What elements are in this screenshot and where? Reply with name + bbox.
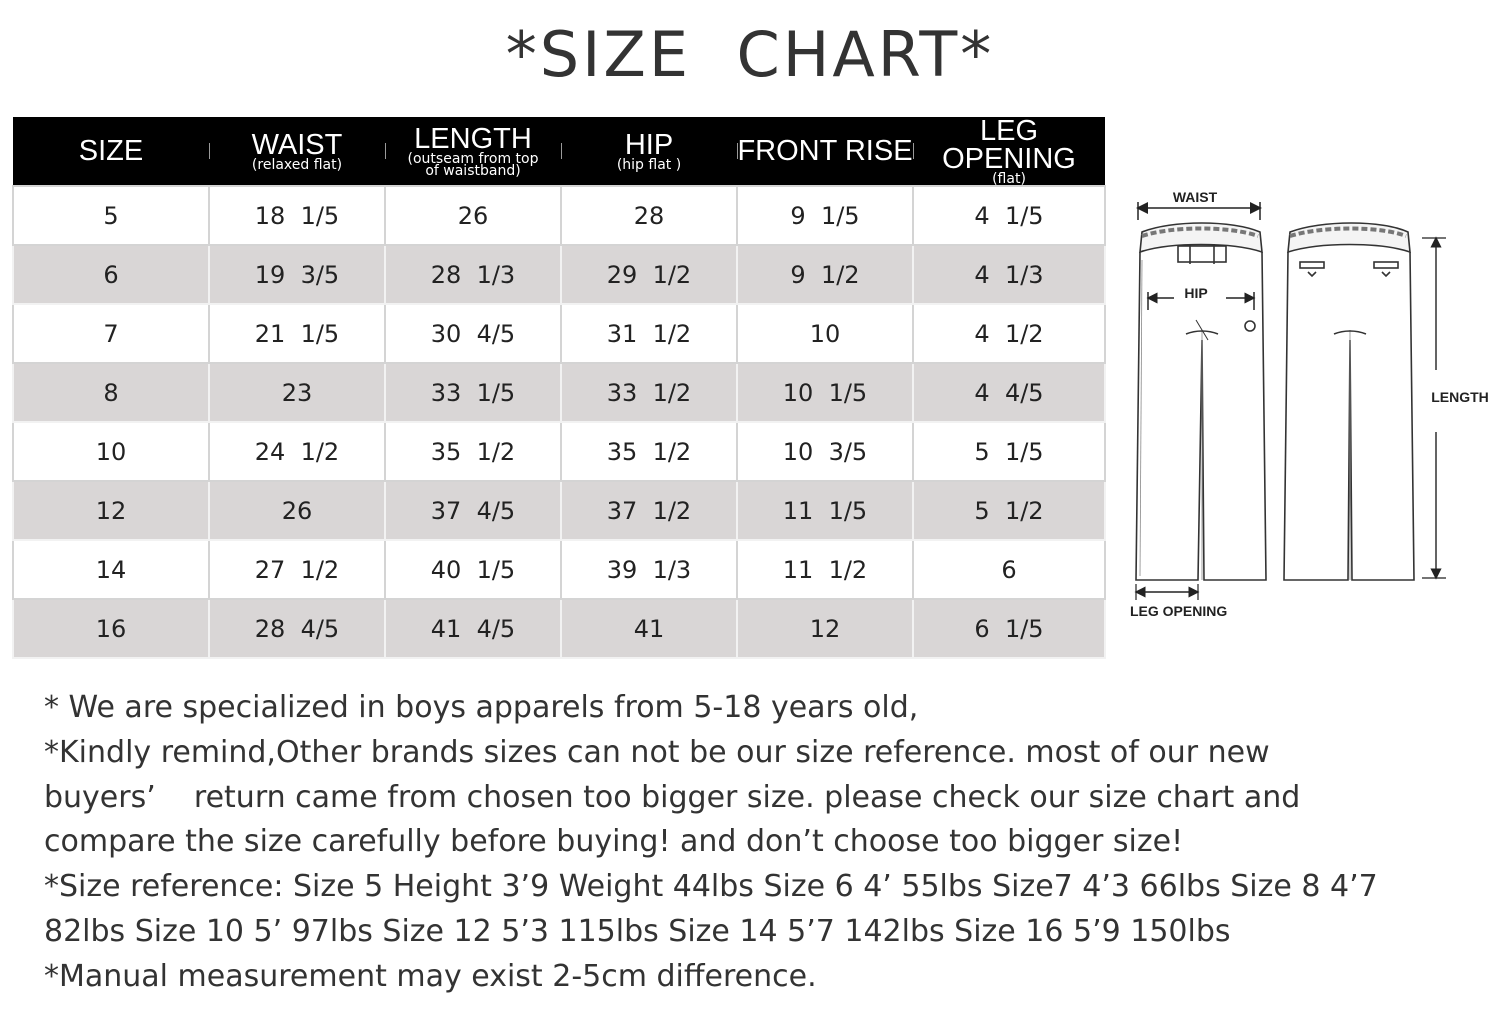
page-title: *SIZE CHART* <box>505 18 995 91</box>
cell-length: 35 1/2 <box>385 422 561 481</box>
cell-front-rise: 9 1/5 <box>737 186 913 245</box>
table-row <box>13 540 1105 599</box>
cell-waist: 27 1/2 <box>209 540 385 599</box>
cell-leg-opening: 5 1/2 <box>913 481 1105 540</box>
cell-front-rise: 12 <box>737 599 913 658</box>
cell-hip: 31 1/2 <box>561 304 737 363</box>
header-hip: HIP (hip flat ) <box>561 117 737 186</box>
cell-front-rise: 10 1/5 <box>737 363 913 422</box>
leg-opening-label: LEG OPENING <box>1130 603 1228 619</box>
cell-size: 16 <box>13 599 209 658</box>
waist-measure <box>1138 189 1260 220</box>
cell-waist: 21 1/5 <box>209 304 385 363</box>
cell-waist: 24 1/2 <box>209 422 385 481</box>
cell-front-rise: 10 3/5 <box>737 422 913 481</box>
back-pants-icon <box>1284 223 1414 580</box>
cell-size: 12 <box>13 481 209 540</box>
table-header-row <box>13 117 1105 186</box>
cell-length: 26 <box>385 186 561 245</box>
header-length: LENGTH (outseam from top of waistband) <box>385 117 561 186</box>
table-row <box>13 186 1105 245</box>
cell-length: 28 1/3 <box>385 245 561 304</box>
cell-hip: 29 1/2 <box>561 245 737 304</box>
cell-hip: 41 <box>561 599 737 658</box>
hip-label: HIP <box>1184 285 1208 301</box>
size-chart-table <box>12 117 1106 659</box>
cell-front-rise: 10 <box>737 304 913 363</box>
cell-front-rise: 11 1/5 <box>737 481 913 540</box>
note-line: *Manual measurement may exist 2-5cm difference. <box>44 958 817 994</box>
table-row <box>13 481 1105 540</box>
cell-length: 30 4/5 <box>385 304 561 363</box>
cell-waist: 18 1/5 <box>209 186 385 245</box>
cell-size: 10 <box>13 422 209 481</box>
cell-length: 37 4/5 <box>385 481 561 540</box>
cell-hip: 33 1/2 <box>561 363 737 422</box>
header-size: SIZE <box>13 117 209 186</box>
cell-size: 8 <box>13 363 209 422</box>
cell-leg-opening: 4 1/5 <box>913 186 1105 245</box>
header-leg-opening: LEG OPENING (flat) <box>913 117 1105 186</box>
cell-size: 6 <box>13 245 209 304</box>
cell-hip: 35 1/2 <box>561 422 737 481</box>
cell-size: 14 <box>13 540 209 599</box>
hip-measure <box>1152 285 1250 301</box>
cell-length: 40 1/5 <box>385 540 561 599</box>
cell-length: 41 4/5 <box>385 599 561 658</box>
pants-measurement-diagram <box>1112 180 1496 630</box>
note-line: * We are specialized in boys apparels from 5-18 years old, <box>44 690 919 725</box>
cell-size: 5 <box>13 186 209 245</box>
cell-waist: 19 3/5 <box>209 245 385 304</box>
leg-opening-measure <box>1130 584 1227 619</box>
cell-size: 7 <box>13 304 209 363</box>
table-row <box>13 363 1105 422</box>
cell-leg-opening: 4 4/5 <box>913 363 1105 422</box>
note-line: buyers’ return came from chosen too bigger size. please check our size chart and <box>44 779 1301 815</box>
cell-waist: 23 <box>209 363 385 422</box>
waist-label: WAIST <box>1172 189 1218 205</box>
cell-length: 33 1/5 <box>385 363 561 422</box>
cell-leg-opening: 5 1/5 <box>913 422 1105 481</box>
table-row <box>13 422 1105 481</box>
length-label: LENGTH <box>1431 389 1489 405</box>
cell-leg-opening: 4 1/3 <box>913 245 1105 304</box>
note-line: *Kindly remind,Other brands sizes can not be our size reference. most of our new <box>44 734 1270 770</box>
notes-section <box>44 686 1484 1000</box>
cell-leg-opening: 6 <box>913 540 1105 599</box>
cell-waist: 28 4/5 <box>209 599 385 658</box>
cell-waist: 26 <box>209 481 385 540</box>
cell-hip: 37 1/2 <box>561 481 737 540</box>
table-row <box>13 304 1105 363</box>
note-line: *Size reference: Size 5 Height 3’9 Weight 44lbs Size 6 4’ 55lbs Size7 4’3 66lbs Size 8 4’7 <box>44 869 1378 905</box>
header-front-rise: FRONT RISE <box>737 117 913 186</box>
length-measure <box>1422 238 1489 578</box>
cell-hip: 39 1/3 <box>561 540 737 599</box>
header-waist: WAIST (relaxed flat) <box>209 117 385 186</box>
note-line: compare the size carefully before buying! and don’t choose too bigger size! <box>44 824 1184 860</box>
note-line: 82lbs Size 10 5’ 97lbs Size 12 5’3 115lbs Size 14 5’7 142lbs Size 16 5’9 150lbs <box>44 913 1231 949</box>
cell-leg-opening: 4 1/2 <box>913 304 1105 363</box>
table-row <box>13 599 1105 658</box>
cell-front-rise: 11 1/2 <box>737 540 913 599</box>
cell-hip: 28 <box>561 186 737 245</box>
front-pants-icon <box>1136 223 1266 580</box>
table-row <box>13 245 1105 304</box>
cell-leg-opening: 6 1/5 <box>913 599 1105 658</box>
cell-front-rise: 9 1/2 <box>737 245 913 304</box>
